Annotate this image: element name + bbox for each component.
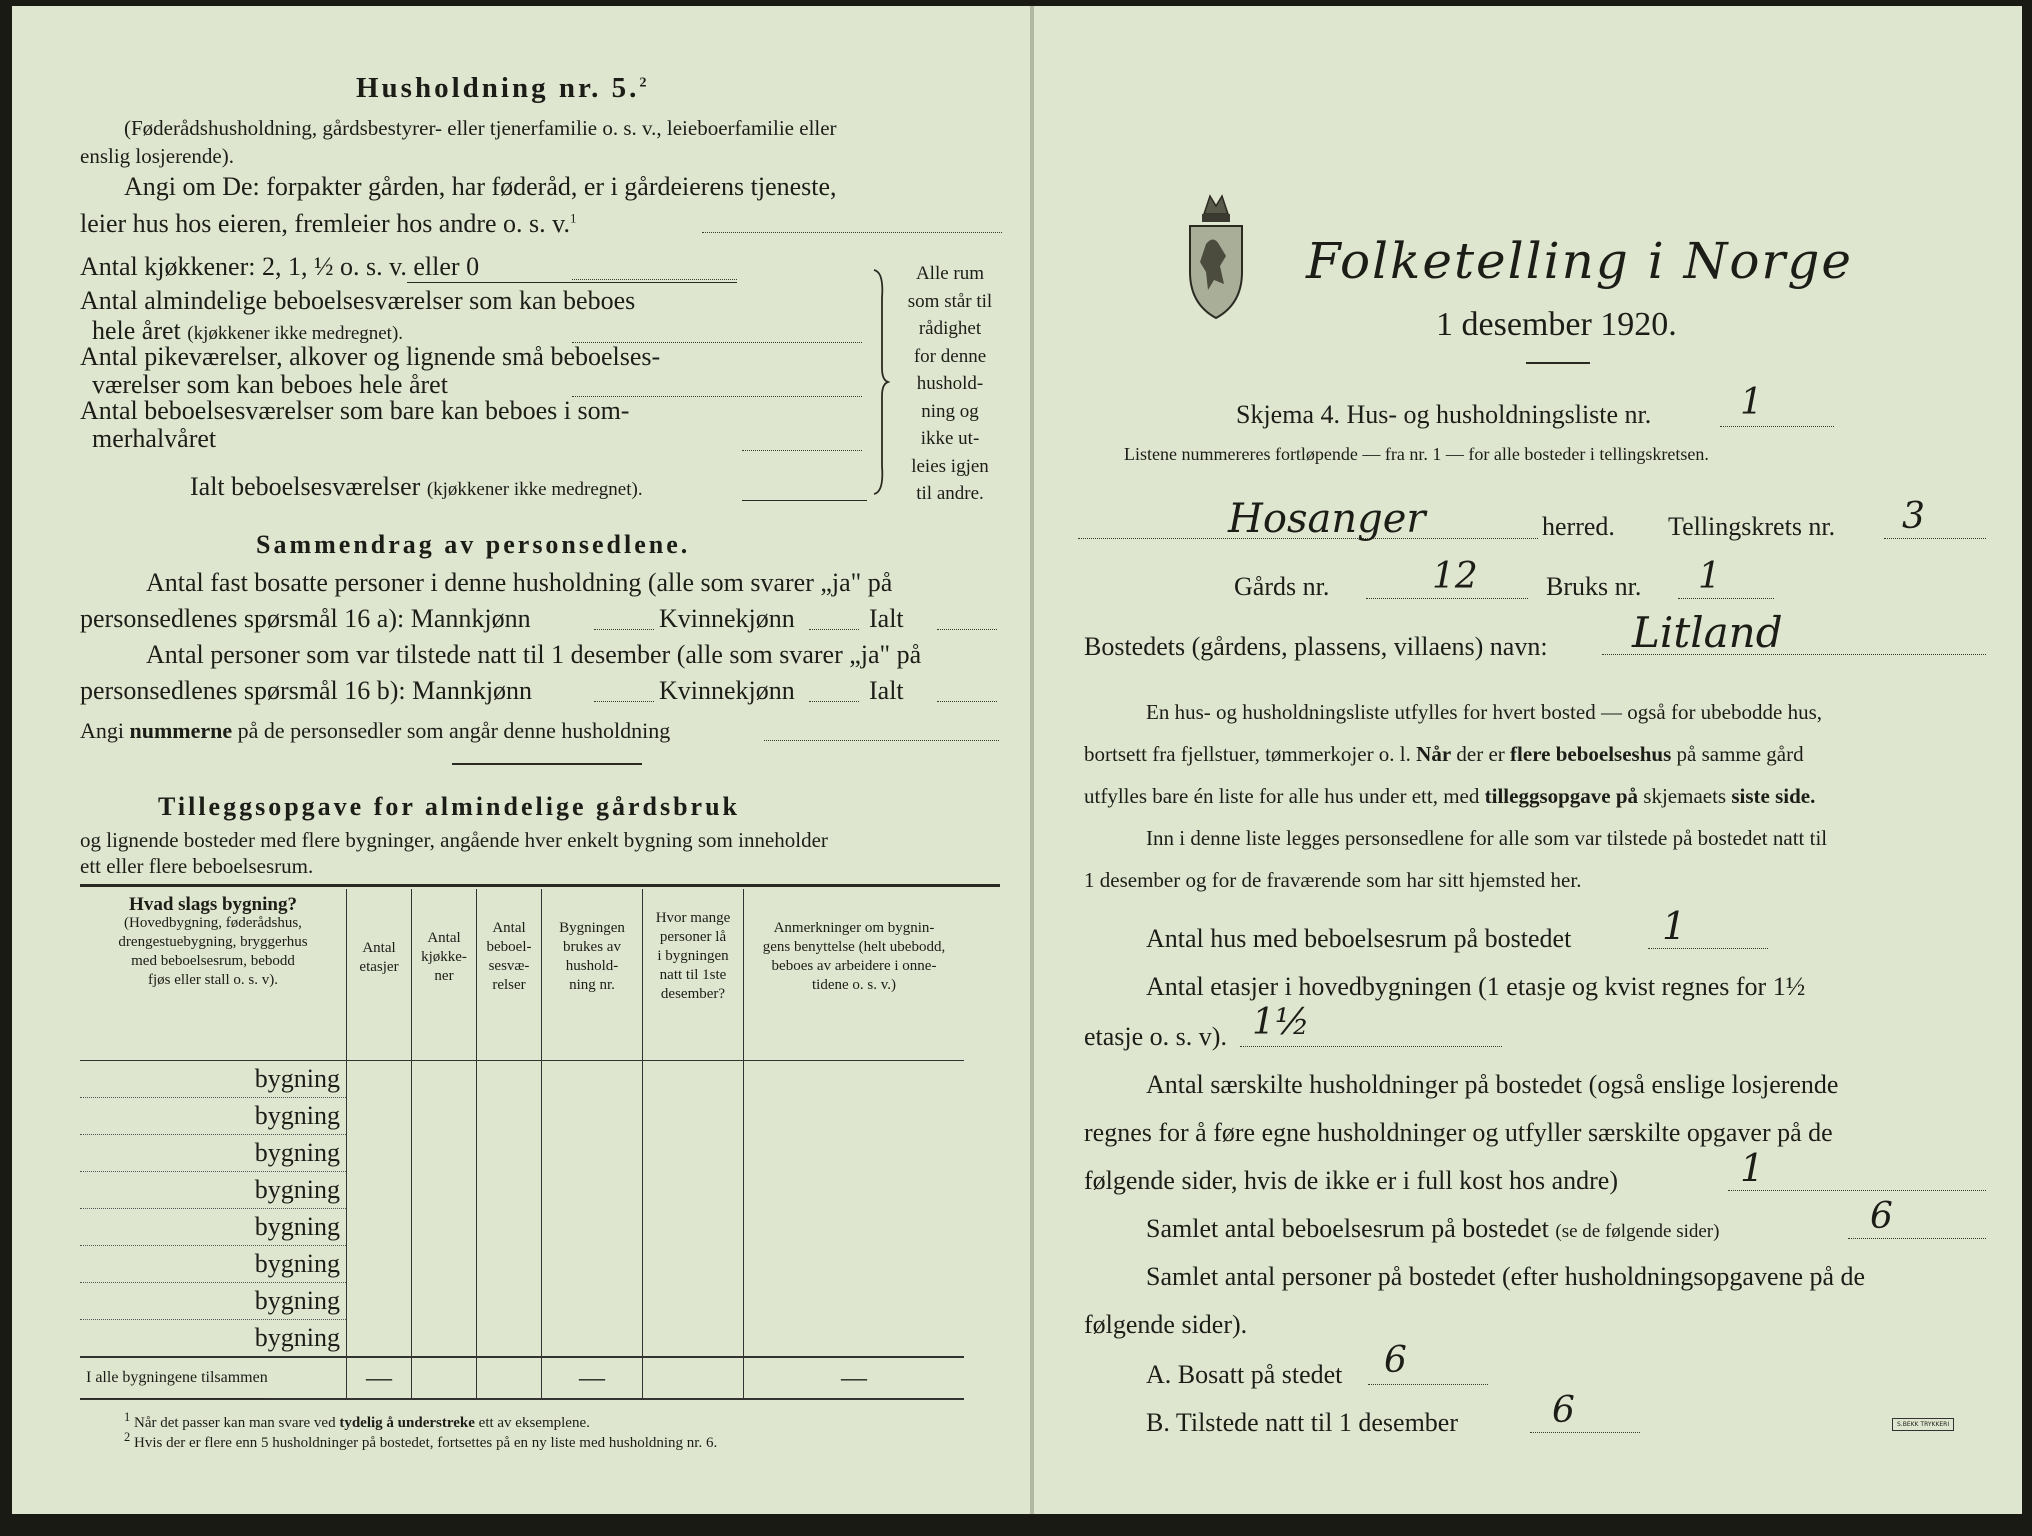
bosted-label: Bostedets (gårdens, plassens, villaens) navn:	[1084, 632, 1548, 661]
page-fold	[1030, 6, 1034, 1514]
coat-of-arms-icon	[1184, 192, 1248, 322]
col-remarks: Anmerkninger om bygnin- gens benyttelse (helt ubebodd, beboes av arbeidere i onne- tidene o. s. v.)	[744, 889, 965, 1061]
fast-total-label: Ialt	[869, 604, 904, 633]
rooms-total-value: 6	[1870, 1196, 1893, 1237]
bruk-line	[1678, 598, 1774, 599]
rooms-side-note: Alle rum som står til rådighet for denne hushold- ning og ikke ut- leies igjen til andre.	[907, 263, 993, 504]
ordinary-rooms-label-cont: hele året (kjøkkener ikke medregnet).	[92, 316, 404, 345]
summer-rooms-label-cont: merhalvåret	[92, 424, 217, 453]
numbers-text: Angi nummerne på de personsedler som angår denne husholdning	[80, 718, 671, 743]
footnote-rule	[80, 1398, 265, 1399]
fast-bosatte-text: Antal fast bosatte personer i denne husholdning (alle som svarer „ja" på	[146, 568, 893, 597]
instruction-2: bortsett fra fjellstuer, tømmerkojer o. l. Når der er flere beboelseshus på samme gård	[1084, 742, 1804, 766]
present-female-line	[809, 701, 859, 702]
table-row: bygning	[80, 1246, 964, 1283]
gard-line	[1366, 598, 1528, 599]
fast-female-label: Kvinnekjønn	[659, 604, 795, 633]
persons-label: Samlet antal personer på bostedet (efter husholdningsopgavene på de	[1146, 1262, 1866, 1291]
houses-line	[1648, 948, 1768, 949]
households-value: 1	[1740, 1146, 1765, 1190]
present-night-value: 6	[1552, 1390, 1575, 1431]
table-row: bygning	[80, 1283, 964, 1320]
floors-line	[1240, 1046, 1502, 1047]
floors-value: 1½	[1252, 1002, 1310, 1043]
form-date: 1 desember 1920.	[1436, 306, 1677, 343]
summer-rooms-line	[742, 450, 862, 451]
rooms-total-line	[1848, 1238, 1986, 1239]
floors-label-cont: etasje o. s. v).	[1084, 1022, 1227, 1051]
bosted-line	[1602, 654, 1986, 655]
households-label-cont-2: følgende sider, hvis de ikke er i full kost hos andre)	[1084, 1166, 1618, 1195]
households-label: Antal særskilte husholdninger på bostedet (også enslige losjerende	[1146, 1070, 1839, 1099]
schema-line	[1720, 426, 1834, 427]
instruction-5: 1 desember og for de fraværende som har sitt hjemsted her.	[1084, 868, 1582, 892]
summer-rooms-label: Antal beboelsesværelser som bare kan beboes i som-	[80, 396, 630, 425]
instruction-4: Inn i denne liste legges personsedlene for alle som var tilstede på bostedet natt til	[1146, 826, 1828, 850]
supplement-note: og lignende bosteder med flere bygninger, angående hver enkelt bygning som inneholder	[80, 828, 828, 852]
instruction-3: utfylles bare én liste for alle hus under ett, med tilleggsopgave på skjemaets siste side.	[1084, 784, 1816, 808]
maid-rooms-label: Antal pikeværelser, alkover og lignende små beboelses-	[80, 342, 661, 371]
fast-male-line	[594, 629, 654, 630]
persons-label-cont: følgende sider).	[1084, 1310, 1248, 1339]
supplement-heading: Tilleggsopgave for almindelige gårdsbruk	[158, 792, 741, 821]
bosted-value: Litland	[1632, 608, 1783, 657]
floors-label: Antal etasjer i hovedbygningen (1 etasje og kvist regnes for 1½	[1146, 972, 1806, 1001]
summary-heading: Sammendrag av personsedlene.	[256, 530, 691, 559]
section-rule	[452, 763, 642, 765]
houses-value: 1	[1662, 904, 1687, 948]
supplement-note-cont: ett eller flere beboelsesrum.	[80, 854, 314, 878]
intro-note-cont: enslig losjerende).	[80, 144, 234, 168]
table-row: bygning	[80, 1320, 964, 1358]
col-household-nr: Bygningen brukes av hushold- ning nr.	[542, 889, 643, 1061]
angi-answer-line	[702, 232, 1002, 233]
kitchens-label: Antal kjøkkener: 2, 1, ½ o. s. v. eller 0	[80, 252, 480, 281]
krets-label: Tellingskrets nr.	[1668, 512, 1836, 541]
table-total-row: I alle bygningene tilsammen — — —	[80, 1357, 964, 1399]
present-night-label: B. Tilstede natt til 1 desember	[1146, 1408, 1458, 1437]
household-title: Husholdning nr. 5.$^2$	[356, 72, 650, 104]
households-label-cont: regnes for å føre egne husholdninger og utfyller særskilte opgaver på de	[1084, 1118, 1833, 1147]
col-rooms: Antal beboel- sesvæ- relser	[477, 889, 542, 1061]
title-rule	[1526, 362, 1590, 364]
present-night-line	[1530, 1432, 1640, 1433]
table-row: bygning	[80, 1135, 964, 1172]
census-form-sheet	[12, 6, 2022, 1514]
rooms-total-label: Samlet antal beboelsesrum på bostedet (se de følgende sider)	[1146, 1214, 1720, 1243]
table-row: bygning	[80, 1098, 964, 1135]
col-persons: Hvor mange personer lå i bygningen natt til 1ste desember?	[643, 889, 744, 1061]
form-title: Folketelling i Norge	[1306, 232, 1853, 290]
present-text: Antal personer som var tilstede natt til 1 desember (alle som svarer „ja" på	[146, 640, 922, 669]
footnote-2: $^2$ Hvis der er flere enn 5 husholdninger på bostedet, fortsettes på en ny liste med husholdning nr. 6.	[124, 1430, 718, 1451]
households-line	[1728, 1190, 1986, 1191]
total-rooms-label: Ialt beboelsesværelser (kjøkkener ikke medregnet).	[190, 472, 643, 501]
maid-rooms-label-cont: værelser som kan beboes hele året	[92, 370, 448, 399]
schema-label: Skjema 4. Hus- og husholdningsliste nr.	[1236, 400, 1652, 429]
numbers-line	[764, 740, 999, 741]
present-text-cont: personsedlenes spørsmål 16 b): Mannkjønn	[80, 676, 533, 705]
present-total-label: Ialt	[869, 676, 904, 705]
table-row: bygning	[80, 1209, 964, 1246]
present-female-label: Kvinnekjønn	[659, 676, 795, 705]
numbering-note: Listene nummereres fortløpende — fra nr. 1 — for alle bosteder i tellingskretsen.	[1124, 444, 1709, 464]
present-total-line	[937, 701, 997, 702]
gard-label: Gårds nr.	[1234, 572, 1330, 601]
instruction-1: En hus- og husholdningsliste utfylles for hvert bosted — også for ubebodde hus,	[1146, 700, 1822, 724]
fast-female-line	[809, 629, 859, 630]
krets-line	[1884, 538, 1986, 539]
angi-text: Angi om De: forpakter gården, har føderåd, er i gårdeierens tjeneste,	[124, 172, 837, 201]
bruk-label: Bruks nr.	[1546, 572, 1642, 601]
resident-line	[1368, 1384, 1488, 1385]
kitchens-dots	[572, 279, 737, 280]
present-male-line	[594, 701, 654, 702]
table-top-rule	[80, 884, 1000, 887]
houses-label: Antal hus med beboelsesrum på bostedet	[1146, 924, 1572, 953]
col-floors: Antal etasjer	[347, 889, 412, 1061]
table-row: bygning	[80, 1172, 964, 1209]
schema-value: 1	[1740, 382, 1763, 423]
brace-icon	[870, 268, 890, 496]
total-rooms-underline	[742, 500, 867, 501]
footnote-1: $^1$ Når det passer kan man svare ved tydelig å understreke ett av eksemplene.	[124, 1410, 590, 1431]
fast-bosatte-text-cont: personsedlenes spørsmål 16 a): Mannkjønn	[80, 604, 531, 633]
ordinary-rooms-label: Antal almindelige beboelsesværelser som kan beboes	[80, 286, 636, 315]
herred-label: herred.	[1542, 512, 1615, 541]
col-kitchens: Antal kjøkke- ner	[412, 889, 477, 1061]
angi-text-cont: leier hus hos eieren, fremleier hos andre o. s. v.$^1$	[80, 209, 577, 238]
printer-stamp: S.BEKK TRYKKERI	[1892, 1418, 1954, 1431]
herred-value: Hosanger	[1228, 496, 1426, 542]
fast-total-line	[937, 629, 997, 630]
resident-value: 6	[1384, 1340, 1407, 1381]
krets-value: 3	[1902, 496, 1925, 537]
intro-note: (Føderådshusholdning, gårdsbestyrer- eller tjenerfamilie o. s. v., leieboerfamilie eller	[124, 116, 837, 140]
bruk-value: 1	[1698, 556, 1721, 597]
kitchens-underline	[407, 282, 737, 283]
resident-label: A. Bosatt på stedet	[1146, 1360, 1343, 1389]
gard-value: 12	[1432, 556, 1478, 597]
table-row: bygning	[80, 1061, 964, 1098]
buildings-table	[80, 889, 964, 1400]
col-building-type: Hvad slags bygning? (Hovedbygning, føderådshus, drengestuebygning, bryggerhus med beboelsesrum, bebodd fjøs eller stall o. s. v).	[118, 894, 308, 988]
